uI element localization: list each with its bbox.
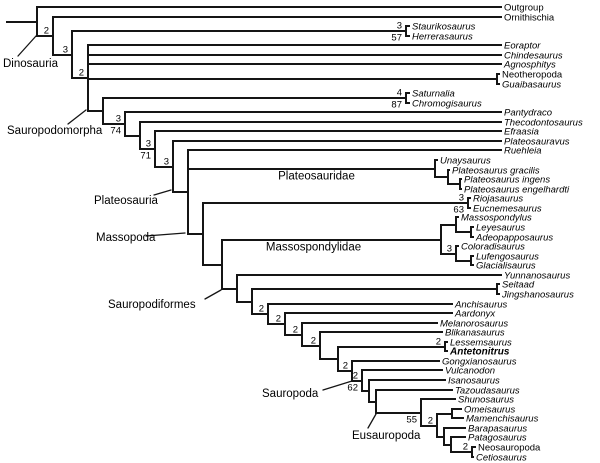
clade-label-sauropoda: Sauropoda [262, 388, 319, 400]
taxon-label-isanosaurus: Isanosaurus [448, 375, 500, 387]
support-value-above: 3 [396, 20, 402, 32]
support-value-above: 2 [258, 303, 264, 315]
support-value-above: 2 [275, 313, 281, 325]
support-value-above: 3 [145, 138, 151, 150]
taxon-label-anchisaurus: Anchisaurus [455, 299, 508, 311]
support-value-above: 2 [43, 25, 49, 37]
support-value-above: 3 [458, 192, 464, 204]
taxon-label-ornithischia: Ornithischia [504, 12, 555, 24]
taxon-label-omeisaurus: Omeisaurus [464, 404, 516, 416]
taxon-label-seitaad: Seitaad [502, 279, 535, 291]
support-value-below: 63 [453, 204, 464, 216]
support-value-below: 71 [140, 150, 151, 162]
clade-label-plateosauria: Plateosauria [94, 195, 158, 207]
taxon-label-lessemsaurus: Lessemsaurus [450, 337, 512, 349]
taxon-label-barapasaurus: Barapasaurus [468, 423, 528, 435]
taxon-label-chindesaurus: Chindesaurus [504, 50, 563, 62]
taxon-label-plateosaurus-ingens: Plateosaurus ingens [464, 174, 551, 186]
clade-label-sauropodomorpha: Sauropodomorpha [7, 125, 103, 137]
clade-label-plateosauridae: Plateosauridae [278, 170, 355, 183]
support-value-above: 2 [427, 415, 433, 427]
taxon-label-adeopapposaurus: Adeopapposaurus [476, 232, 554, 244]
support-value-above: 4 [396, 87, 402, 99]
taxon-label-blikanasaurus: Blikanasaurus [445, 327, 505, 339]
taxon-label-ruehleia: Ruehleia [504, 145, 542, 157]
taxon-label-riojasaurus: Riojasaurus [473, 193, 524, 205]
taxon-label-aardonyx: Aardonyx [455, 308, 496, 320]
support-value-below: 62 [347, 382, 358, 394]
support-value-above: 3 [115, 113, 121, 125]
taxon-label-jingshanosaurus: Jingshanosaurus [502, 289, 574, 301]
taxon-label-yunnanosaurus: Yunnanosaurus [504, 270, 571, 282]
support-value-above: 2 [352, 370, 358, 382]
taxon-label-plateosaurus-engelhardti: Plateosaurus engelhardti [464, 184, 570, 196]
taxon-label-plateosauravus: Plateosauravus [504, 136, 570, 148]
clade-label-dinosauria: Dinosauria [3, 58, 58, 70]
taxon-label-thecodontosaurus: Thecodontosaurus [504, 117, 583, 129]
taxon-label-chromogisaurus: Chromogisaurus [412, 98, 482, 110]
support-value-above: 2 [342, 360, 348, 372]
taxon-label-mamenchisaurus: Mamenchisaurus [466, 413, 539, 425]
taxon-label-tazoudasaurus: Tazoudasaurus [455, 385, 520, 397]
taxon-label-vulcanodon: Vulcanodon [445, 365, 496, 377]
support-value-above: 2 [435, 336, 441, 348]
taxon-label-herrerasaurus: Herrerasaurus [412, 31, 473, 43]
taxon-label-staurikosaurus: Staurikosaurus [412, 21, 476, 33]
clade-label-sauropodiformes: Sauropodiformes [108, 299, 196, 311]
support-value-above: 2 [78, 67, 84, 79]
taxon-label-guaibasaurus: Guaibasaurus [502, 79, 562, 91]
support-value-above: 3 [163, 156, 169, 168]
clade-label-eusauropoda: Eusauropoda [352, 430, 421, 442]
taxon-label-massospondylus: Massospondylus [461, 212, 532, 224]
taxon-label-glacialisaurus: Glacialisaurus [476, 260, 536, 272]
pointer-line-eusauropoda [368, 414, 376, 428]
taxon-label-coloradisaurus: Coloradisaurus [461, 241, 525, 253]
taxon-label-shunosaurus: Shunosaurus [458, 394, 514, 406]
support-value-below: 87 [391, 99, 402, 111]
taxon-label-agnosphitys: Agnosphitys [504, 59, 556, 71]
taxon-label-lufengosaurus: Lufengosaurus [476, 251, 539, 263]
taxon-label-eucnemesaurus: Eucnemesaurus [473, 203, 542, 215]
taxon-label-gongxianosaurus: Gongxianosaurus [442, 356, 517, 368]
taxon-label-plateosaurus-gracilis: Plateosaurus gracilis [452, 165, 540, 177]
taxon-label-eoraptor: Eoraptor [504, 40, 541, 52]
support-value-above: 2 [292, 324, 298, 336]
support-value-above: 3 [62, 44, 68, 56]
taxon-label-cetiosaurus: Cetiosaurus [476, 452, 527, 463]
taxon-label-neosauropoda: Neosauropoda [478, 442, 541, 454]
taxon-label-efraasia: Efraasia [504, 126, 539, 138]
support-value-below: 55 [406, 414, 417, 426]
clade-label-massopoda: Massopoda [96, 232, 156, 244]
support-value-above: 2 [310, 335, 316, 347]
taxon-label-neotheropoda: Neotheropoda [502, 69, 563, 81]
taxon-label-saturnalia: Saturnalia [412, 88, 455, 100]
support-value-above: 2 [462, 441, 468, 453]
taxon-label-antetonitrus: Antetonitrus [450, 346, 510, 358]
taxon-label-patagosaurus: Patagosaurus [468, 432, 527, 444]
taxon-label-leyesaurus: Leyesaurus [476, 222, 526, 234]
taxon-label-pantydraco: Pantydraco [504, 107, 553, 119]
clade-label-massospondylidae: Massospondylidae [265, 241, 362, 254]
pointer-line-dinosauria [18, 36, 36, 56]
support-value-below: 57 [391, 32, 402, 44]
support-value-below: 74 [110, 125, 121, 137]
taxon-label-unaysaurus: Unaysaurus [440, 155, 491, 167]
pointer-line-sauropodomorpha [68, 110, 86, 124]
pointer-line-sauropodiformes [205, 290, 221, 299]
taxon-label-outgroup: Outgroup [504, 2, 544, 14]
taxon-label-melanorosaurus: Melanorosaurus [440, 318, 509, 330]
support-value-above: 3 [446, 243, 452, 255]
